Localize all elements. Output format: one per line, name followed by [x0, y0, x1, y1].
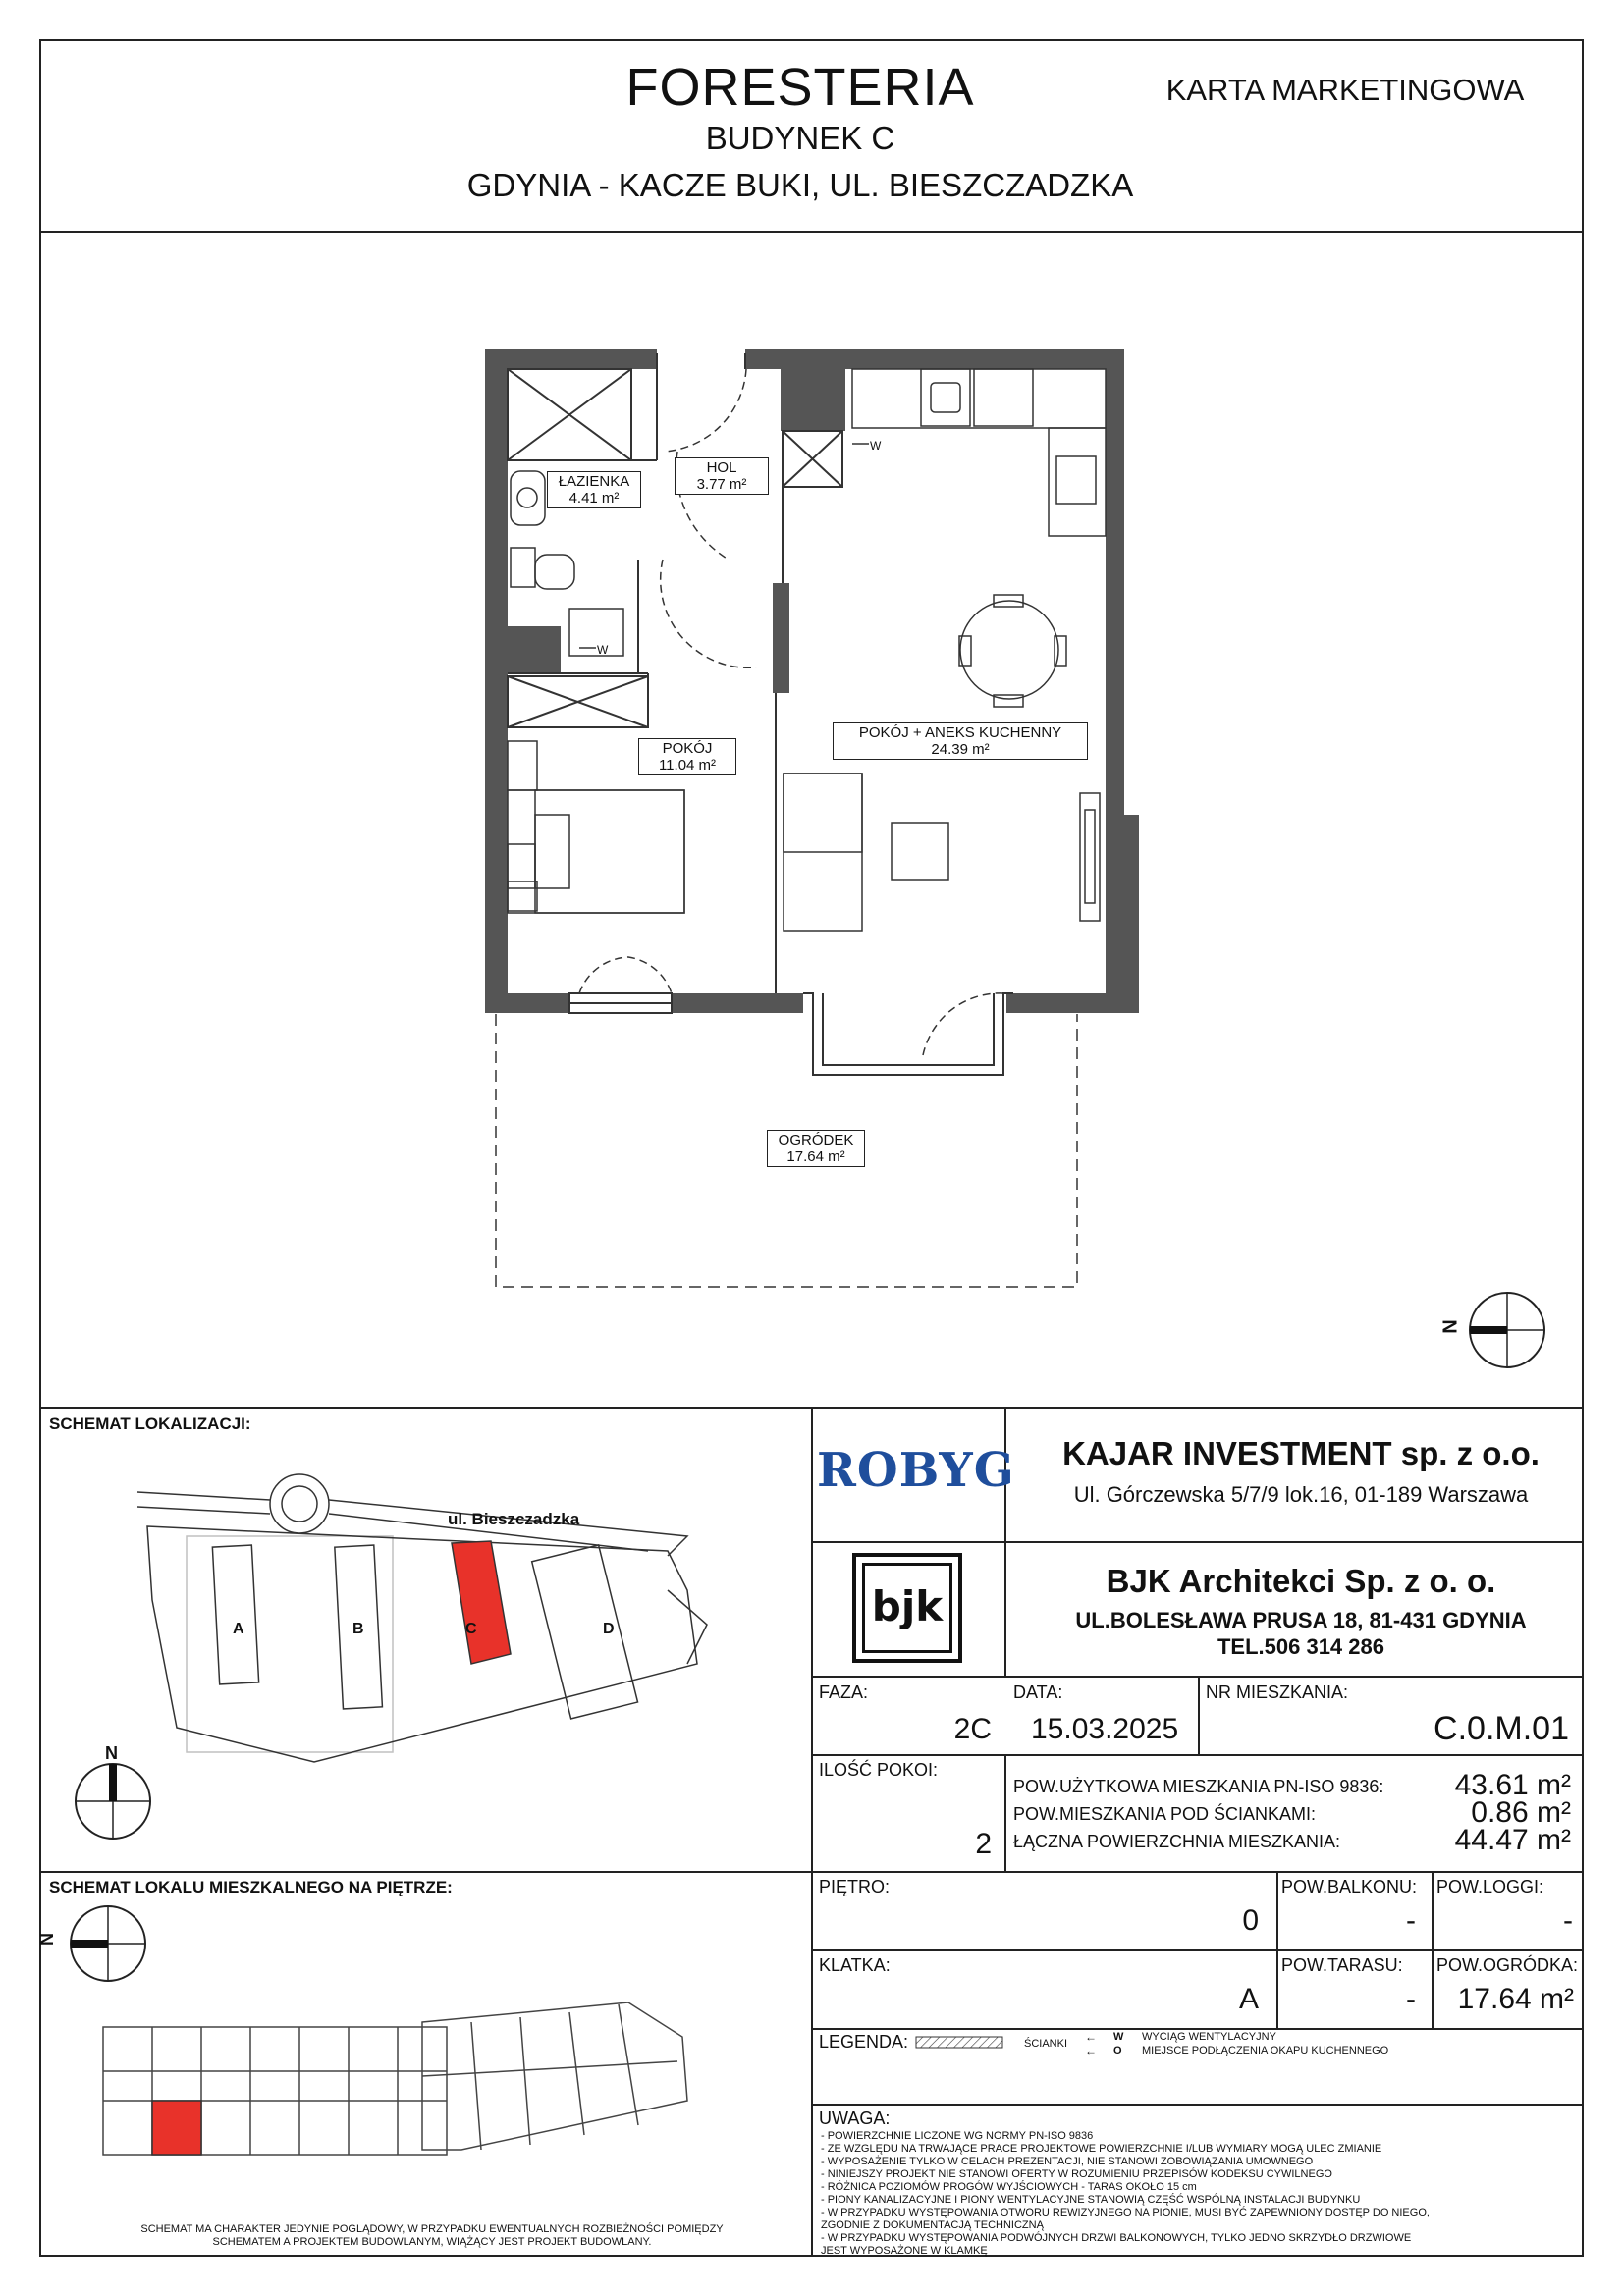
- bjk-logo-text: bjk: [871, 1582, 944, 1630]
- notes-divider: [811, 2104, 1584, 2106]
- room-label-hall: HOL 3.77 m²: [675, 457, 769, 495]
- klatka-divider: [811, 1949, 1584, 1951]
- area-divider: [811, 1871, 1584, 1873]
- pokoje-label: ILOŚĆ POKOI:: [819, 1760, 939, 1780]
- architect-name: BJK Architekci Sp. z o. o.: [1106, 1563, 1496, 1599]
- balkon-value: -: [1406, 1904, 1416, 1937]
- nr-label: NR MIESZKANIA:: [1206, 1682, 1349, 1702]
- legend-walls: ŚCIANKI: [1024, 2038, 1068, 2050]
- pokoje-value: 2: [975, 1828, 992, 1860]
- note-line: - W PRZYPADKU WYSTĘPOWANIA OTWORU REWIZYJNEGO NA PIONIE, MUSI BYĆ ZAPEWNIONY DOSTĘP DO NIEGO,: [821, 2207, 1430, 2218]
- note-line: - ZE WZGLĘDU NA TRWAJĄCE PRACE PROJEKTOWE POWIERZCHNIE I/LUB WYMIARY MOGĄ ULEC ZMIANIE: [821, 2143, 1382, 2155]
- room-label-room: POKÓJ 11.04 m²: [638, 738, 736, 775]
- architect-phone: TEL.506 314 286: [1217, 1634, 1384, 1659]
- note-line: ZGODNIE Z DOKUMENTACJĄ TECHNICZNĄ: [821, 2219, 1044, 2231]
- note-line: - W PRZYPADKU WYSTĘPOWANIA PODWÓJNYCH DRZWI BALKONOWYCH, TYLKO JEDNO SKRZYDŁO DRZWIOWE: [821, 2232, 1412, 2244]
- legend-divider: [811, 2028, 1584, 2030]
- north-label: N: [1437, 1319, 1460, 1334]
- taras-value: -: [1406, 1983, 1416, 2015]
- pokoje-divider: [1004, 1754, 1006, 1871]
- pow-uzytkowa-value: 43.61 m²: [1454, 1769, 1571, 1801]
- ogrodek-label: POW.OGRÓDKA:: [1436, 1955, 1579, 1975]
- data-value: 15.03.2025: [1031, 1713, 1179, 1745]
- company-divider: [811, 1541, 1584, 1543]
- left-section-divider: [39, 1871, 812, 1873]
- location-north-label: N: [105, 1743, 118, 1763]
- location-north-icon: [76, 1764, 150, 1839]
- floor-scheme-note: SCHEMAT MA CHARAKTER JEDYNIE POGLĄDOWY, W PRZYPADKU EWENTUALNYCH ROZBIEŻNOŚCI POMIĘDZY SCHEMATEM A PROJEKTEM BUDOWLANYM, WIĄŻĄCY JEST PROJEKT BUDOWLANY.: [140, 2223, 724, 2248]
- street-label: ul. Bieszczadzka: [448, 1510, 580, 1528]
- klatka-label: KLATKA:: [819, 1955, 891, 1975]
- note-line: - RÓŻNICA POZIOMÓW PROGÓW WYJŚCIOWYCH - TARAS OKOŁO 15 cm: [821, 2181, 1197, 2193]
- developer-name: KAJAR INVESTMENT sp. z o.o.: [1062, 1435, 1540, 1471]
- room-label-bathroom: ŁAZIENKA 4.41 m²: [547, 471, 641, 508]
- vent-arrow-icon: ←: [1085, 2030, 1097, 2044]
- data-label: DATA:: [1013, 1682, 1063, 1702]
- note-line: - NINIEJSZY PROJEKT NIE STANOWI OFERTY W ROZUMIENIU PRZEPISÓW KODEKSU CYWILNEGO: [821, 2168, 1332, 2180]
- building-a-label: A: [233, 1621, 244, 1637]
- note-line: - WYPOSAŻENIE TYLKO W CELACH PREZENTACJI, NIE STANOWI ZOBOWIĄZANIA UMOWNEGO: [821, 2156, 1314, 2167]
- klatka-value: A: [1238, 1983, 1259, 2015]
- floor-scheme-map: [49, 1904, 805, 2228]
- floor-north-icon: [71, 1906, 145, 1981]
- location-map: [59, 1453, 805, 1865]
- vent-mark-room: W: [597, 643, 609, 657]
- pietro-value: 0: [1242, 1904, 1259, 1937]
- location-title: SCHEMAT LOKALIZACJI:: [49, 1415, 251, 1433]
- building-c-label: C: [465, 1621, 477, 1637]
- room-label-garden: OGRÓDEK 17.64 m²: [767, 1130, 865, 1167]
- bjk-logo: [852, 1553, 962, 1663]
- project-title: FORESTERIA: [625, 58, 975, 117]
- pow-uzytkowa-label: POW.UŻYTKOWA MIESZKANIA PN-ISO 9836:: [1013, 1777, 1384, 1796]
- walls-hatch-icon: [915, 2036, 1005, 2050]
- bottom-left-divider: [811, 1407, 813, 2257]
- nr-value: C.0.M.01: [1434, 1710, 1569, 1747]
- faza-value: 2C: [953, 1713, 992, 1745]
- document-type: KARTA MARKETINGOWA: [1165, 73, 1525, 107]
- note-line: - PIONY KANALIZACYJNE I PIONY WENTYLACYJNE STANOWIĄ CZĘŚĆ WSPÓLNĄ INSTALACJI BUDYNKU: [821, 2194, 1361, 2206]
- robyg-logo: ROBYG: [817, 1443, 1015, 1498]
- data-divider: [1198, 1676, 1200, 1754]
- pow-sciankami-value: 0.86 m²: [1471, 1796, 1571, 1829]
- ogrodek-value: 17.64 m²: [1457, 1983, 1574, 2015]
- hood-arrow-icon: ←: [1085, 2044, 1097, 2057]
- pow-laczna-value: 44.47 m²: [1454, 1824, 1571, 1856]
- balkon-label: POW.BALKONU:: [1281, 1877, 1418, 1896]
- loggia-value: -: [1563, 1904, 1573, 1937]
- notes-title: UWAGA:: [819, 2109, 891, 2128]
- faza-label: FAZA:: [819, 1682, 869, 1702]
- legend-vent: WYCIĄG WENTYLACYJNY: [1142, 2031, 1276, 2043]
- floor-north-label: N: [36, 1933, 56, 1946]
- pow-laczna-label: ŁĄCZNA POWIERZCHNIA MIESZKANIA:: [1013, 1832, 1341, 1851]
- floor-scheme-title: SCHEMAT LOKALU MIESZKALNEGO NA PIĘTRZE:: [49, 1878, 453, 1896]
- pow-sciankami-label: POW.MIESZKANIA POD ŚCIANKAMI:: [1013, 1804, 1317, 1824]
- pietro-label: PIĘTRO:: [819, 1877, 891, 1896]
- notes-list: [821, 2130, 1577, 2258]
- architect-address: UL.BOLESŁAWA PRUSA 18, 81-431 GDYNIA: [1075, 1608, 1527, 1632]
- developer-address: Ul. Górczewska 5/7/9 lok.16, 01-189 Warszawa: [1073, 1482, 1529, 1507]
- note-line: - POWIERZCHNIE LICZONE WG NORMY PN-ISO 9836: [821, 2130, 1094, 2142]
- taras-label: POW.TARASU:: [1281, 1955, 1403, 1975]
- building-b-label: B: [352, 1621, 364, 1637]
- project-address: GDYNIA - KACZE BUKI, UL. BIESZCZADZKA: [466, 167, 1134, 203]
- building-d-label: D: [603, 1621, 615, 1637]
- loggia-label: POW.LOGGI:: [1436, 1877, 1544, 1896]
- room-label-living-kitchen: POKÓJ + ANEKS KUCHENNY 24.39 m²: [833, 722, 1088, 760]
- legend-vent-mark: W: [1113, 2031, 1124, 2043]
- vent-mark-kitchen: W: [870, 439, 882, 453]
- building-name: BUDYNEK C: [705, 120, 895, 156]
- legend-hood: MIEJSCE PODŁĄCZENIA OKAPU KUCHENNEGO: [1142, 2045, 1389, 2056]
- legend-hood-mark: O: [1113, 2045, 1122, 2056]
- legend-title: LEGENDA:: [819, 2032, 909, 2052]
- faza-divider: [811, 1754, 1584, 1756]
- note-line: JEST WYPOSAŻONE W KLAMKĘ: [821, 2245, 988, 2257]
